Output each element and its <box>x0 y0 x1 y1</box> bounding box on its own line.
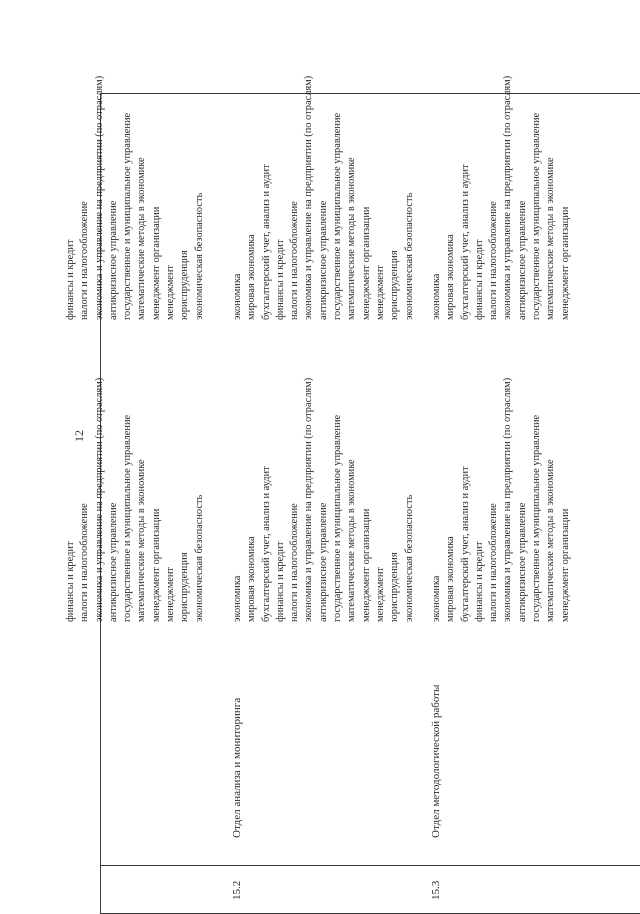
list-item: менеджмент <box>165 567 177 622</box>
list-item: налоги и налогообложение <box>79 201 91 320</box>
list-item: менеджмент организации <box>559 508 571 622</box>
list-item: налоги и налогообложение <box>488 201 500 320</box>
list-item: государственное и муниципальное управление <box>332 112 344 320</box>
list-item: финансы и кредит <box>473 239 485 320</box>
list-item: менеджмент организации <box>150 206 162 320</box>
row-number: 15.2 <box>231 880 243 900</box>
list-item: налоги и налогообложение <box>488 503 500 622</box>
list-item: менеджмент организации <box>150 508 162 622</box>
list-item: математические методы в экономике <box>545 459 557 622</box>
list-item: бухгалтерский учет, анализ и аудит <box>260 466 272 622</box>
list-item: экономика <box>232 273 243 320</box>
list-item: экономика <box>431 273 442 320</box>
list-item: экономическая безопасность <box>193 192 205 320</box>
list-item: государственное и муниципальное управление <box>531 414 543 622</box>
list-item: финансы и кредит <box>65 239 76 320</box>
list-item: экономика <box>431 575 442 622</box>
list-item: государственное и муниципальное управление <box>332 414 344 622</box>
list-item: финансы и кредит <box>274 541 286 622</box>
list-item: математические методы в экономике <box>545 157 557 320</box>
list-item: математические методы в экономике <box>346 459 358 622</box>
list-item: государственное и муниципальное управление <box>531 112 543 320</box>
list-item: бухгалтерский учет, анализ и аудит <box>260 164 272 320</box>
list-item: экономика и управление на предприятии (по отраслям) <box>93 75 105 320</box>
list-item: антикризисное управление <box>317 200 329 320</box>
list-item: мировая экономика <box>246 536 258 622</box>
column-divider <box>100 865 640 866</box>
list-item: налоги и налогообложение <box>79 503 91 622</box>
list-item: бухгалтерский учет, анализ и аудит <box>459 164 471 320</box>
list-item: экономическая безопасность <box>403 494 415 622</box>
list-item: мировая экономика <box>445 234 457 320</box>
list-item: экономическая безопасность <box>193 494 205 622</box>
list-item: менеджмент <box>374 567 386 622</box>
list-item: математические методы в экономике <box>346 157 358 320</box>
list-item: экономическая безопасность <box>403 192 415 320</box>
list-item: юриспруденция <box>179 552 191 622</box>
list-item: государственное и муниципальное управление <box>122 414 134 622</box>
list-item: финансы и кредит <box>473 541 485 622</box>
list-item: бухгалтерский учет, анализ и аудит <box>459 466 471 622</box>
list-item: налоги и налогообложение <box>289 503 301 622</box>
row-number: 15.3 <box>430 880 442 900</box>
page-number: 12 <box>72 430 86 442</box>
list-item: экономика и управление на предприятии (по отраслям) <box>93 377 105 622</box>
list-item: менеджмент организации <box>559 206 571 320</box>
list-item: финансы и кредит <box>274 239 286 320</box>
list-item: юриспруденция <box>389 250 401 320</box>
list-item: менеджмент организации <box>360 206 372 320</box>
list-item: экономика и управление на предприятии (по отраслям) <box>502 75 514 320</box>
row-left-column <box>231 360 417 622</box>
list-item: экономика и управление на предприятии (по отраслям) <box>502 377 514 622</box>
list-item: математические методы в экономике <box>136 459 148 622</box>
list-item: мировая экономика <box>246 234 258 320</box>
row-right-column <box>231 58 417 320</box>
row-left-column <box>430 360 573 622</box>
list-item: юриспруденция <box>179 250 191 320</box>
list-item: антикризисное управление <box>107 502 119 622</box>
list-item: мировая экономика <box>445 536 457 622</box>
list-item: налоги и налогообложение <box>289 201 301 320</box>
carry-left-column <box>64 360 207 622</box>
list-item: менеджмент <box>165 265 177 320</box>
list-item: менеджмент организации <box>360 508 372 622</box>
list-item: экономика <box>232 575 243 622</box>
list-item: юриспруденция <box>389 552 401 622</box>
department-name: Отдел методологической работы <box>430 684 442 838</box>
list-item: экономика и управление на предприятии (по отраслям) <box>303 75 315 320</box>
row-right-column <box>430 58 573 320</box>
carry-right-column <box>64 58 207 320</box>
list-item: экономика и управление на предприятии (по отраслям) <box>303 377 315 622</box>
list-item: антикризисное управление <box>516 200 528 320</box>
list-item: математические методы в экономике <box>136 157 148 320</box>
list-item: государственное и муниципальное управление <box>122 112 134 320</box>
list-item: антикризисное управление <box>317 502 329 622</box>
list-item: финансы и кредит <box>65 541 76 622</box>
list-item: антикризисное управление <box>516 502 528 622</box>
list-item: менеджмент <box>374 265 386 320</box>
department-name: Отдел анализа и мониторинга <box>231 697 243 838</box>
list-item: антикризисное управление <box>107 200 119 320</box>
